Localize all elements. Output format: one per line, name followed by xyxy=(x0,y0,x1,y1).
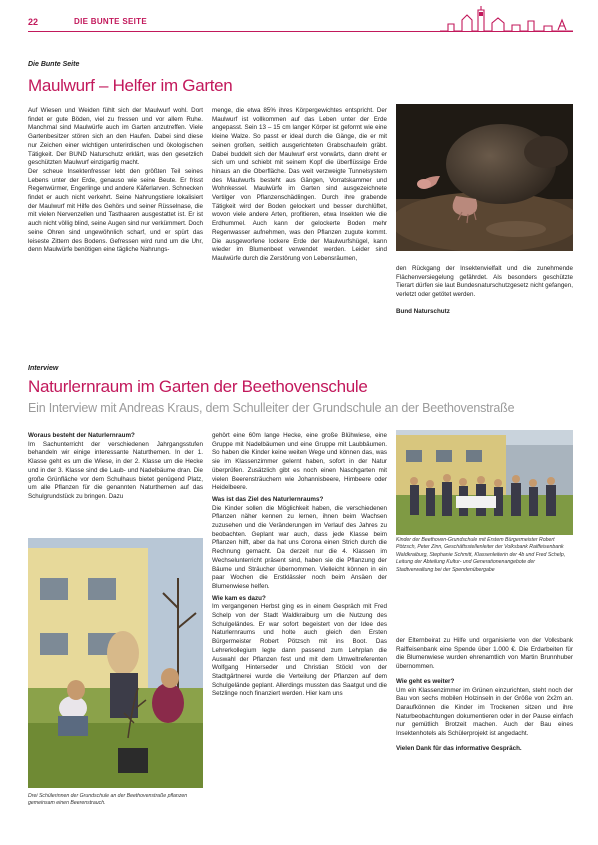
planting-photo xyxy=(28,538,203,788)
paragraph: Im vergangenen Herbst ging es in einem Gespräch mit Fred Schelp von der Stadt Waldkraiburg um die Nutzung des Schulgeländes. Er war sofort begeistert von der Idee des Naturlernraums und holte auch gleich den Ersten Bürgermeister Robert Pötzsch mit ins Boot. Das Lehrerkollegium legte dann passend zum Lehrplan die Auswahl der Pflanzen fest und mit dem Umweltreferenten Wolfgang Hinterseder und Christian Stöckl von der Stadtgärtnerei wurde die Verteilung der Pflanzen auf dem Schulgelände geplant. Allerdings mussten das Saatgut und die Setzlinge noch finanziert werden. Hier kam uns xyxy=(212,603,387,698)
article1-title: Maulwurf – Helfer im Garten xyxy=(28,76,233,95)
paragraph: Der scheue Insektenfresser lebt den größten Teil seines Lebens unter der Erde, genauso wie seine Beute. Er frisst Regenwürmer, Engerlinge und andere Käferlarven. Schnecken findet er auch nicht verkehrt. Seine Nahrungstiere lokalisiert der Maulwurf mit Hilfe des Gehörs und seiner Rüsselnase, die mit vielen Nervenzellen und Tasthaaren ausgestattet ist. Er ist auch nicht völlig blind, seine Augen sind nur verkümmert. Doch seine Ohren sind ungewöhnlich scharf, und er spürt das leiseste Zittern des Bodens. Gefressen wird rund um die Uhr, denn Maulwürfe benötigen eine tägliche Nahrungs- xyxy=(28,167,203,254)
article1-column-3 xyxy=(396,265,573,317)
paragraph: gehört eine 60m lange Hecke, eine große Blühwiese, eine Gruppe mit Nadelbäumen und eine Gruppe mit Laubbäumen. So haben die Kinder keine weiten Wege und können das, was sie im Klassenzimmer gelernt haben, sofort in der Natur überprüfen. Zusätzlich gibt es noch einen Naschgarten mit vielen Beerensträuchern wie Johannisbeere, Himbeere oder Heidelbeere. xyxy=(212,432,387,492)
town-skyline-logo xyxy=(440,6,573,32)
article1-column-1 xyxy=(28,107,203,255)
article1-column-2 xyxy=(212,107,387,264)
planting-photo-caption: Drei Schülerinnen der Grundschule an der Beethovenstraße pflanzen gemeinsam einen Beerenstrauch. xyxy=(28,793,188,807)
article2-title: Naturlernraum im Garten der Beethovenschule xyxy=(28,377,368,396)
article2-kicker: Interview xyxy=(28,365,59,372)
paragraph: Auf Wiesen und Weiden fühlt sich der Maulwurf wohl. Dort findet er gute Böden, viel zu fressen und vor allem Ruhe. Manchmal sind Maulwürfe auch im Garten anzutreffen. Viele Gartenbesitzer stören sich an den Haufen. Dabei sind diese nur Zeichen einer wichtigen unterirdischen und ökologischen Tätigkeit. Der BUND Naturschutz erklärt, was den gesetzlich geschützten Maulwurf einzigartig macht. xyxy=(28,107,203,167)
donation-photo-caption: Kinder der Beethoven-Grundschule mit Erstem Bürgermeister Robert Pötzsch, Peter Zinn, Geschäftsstellenleiter der Volksbank Raiffeisenbank Waldkraiburg, Stephanie Schmitt, Klassenleiterin der 4b und Fred Schelp, Leitung der Abteilung Kultur- und Generationenangebote der Stadtverwaltung bei der Spendenübergabe xyxy=(396,537,566,573)
paragraph: den Rückgang der Insektenvielfalt und die zunehmende Flächenversiegelung gefährdet. Als besonders geschützte Tierart dürfen sie laut Bundesnaturschutzgesetz nicht gefangen, verletzt oder getötet werden. xyxy=(396,265,573,299)
paragraph: Im Sachunterricht der verschiedenen Jahrgangsstufen behandeln wir einige interessante Naturthemen. In der 1. Klasse geht es um die Wiese, in der 2. Klasse um die Hecke und in der 3. Klasse sind die Laub- und Nadelbäume dran. Die große Grünfläche vor dem Schulhaus bietet genügend Platz, um alle Pflanzen für die genannten Naturthemen auf das Schulgrundstück zu bringen. Dazu xyxy=(28,440,203,500)
paragraph: menge, die etwa 85% ihres Körpergewichtes entspricht. Der Maulwurf ist vollkommen auf das Leben unter der Erde angepasst. Sein 13 – 15 cm langer Körper ist geformt wie eine kleine Walze. So passt er ideal durch die Gänge, die er mit seinen großen, seitlich ausgerichteten Grabschaufeln gräbt. Dabei buddelt sich der Maulwurf erst vorwärts, dann dreht er sich um und schiebt mit seinem Kopf die überflüssige Erde hinaus an die Oberfläche. Das weit verzweigte Tunnelsystem des Maulwurfs besteht aus Gängen, Vorratskammer und Wohnkessel. Maulwürfe im Garten sind ausgezeichnete Vertilger von Pflanzenschädlingen. Durch ihre grabende Tätigkeit wird der Boden gelockert und besser durchlüftet, wovon viele andere Arten, profitieren, etwa Insekten wie die Erdhummel. Auch kann der gelockerte Boden mehr Regenwasser aufnehmen, was den Pflanzen zugute kommt. Die ausgeworfene lockere Erde der Maulwurfshügel, kann wieder im Blumenbeet verwendet werden. Leider sind Maulwürfe durch die Zerstörung von Lebensräumen, xyxy=(212,107,387,262)
interview-question: Wie kam es dazu? xyxy=(212,594,266,602)
article1-signature: Bund Naturschutz xyxy=(396,307,450,315)
header-rule xyxy=(28,31,573,32)
paragraph: der Elternbeirat zu Hilfe und organisierte von der Volksbank Raiffeisenbank eine Spende über 1.000 €. Die Erdarbeiten für die Blumenwiese wurden ehrenamtlich von Martin Brunnhuber übernommen. xyxy=(396,637,573,671)
interview-question: Woraus besteht der Naturlernraum? xyxy=(28,432,135,439)
paragraph: Um ein Klassenzimmer im Grünen einzurichten, steht noch der Bau von sechs mobilen Holzinseln in der Größe von 2x2m an. Daraufkönnen die Kinder im Trockenen sitzen und ihre Naturbeobachtungen dokumentieren oder in der Pause einfach nur gemütlich Brotzeit machen. Auch der Bau eines Insektenhotels als Schülerprojekt ist angedacht. xyxy=(396,686,573,738)
page-number: 22 xyxy=(28,17,39,27)
article2-subtitle: Ein Interview mit Andreas Kraus, dem Schulleiter der Grundschule an der Beethovenstraße xyxy=(28,401,515,415)
article2-column-1 xyxy=(28,432,203,502)
interview-question: Was ist das Ziel des Naturlernraums? xyxy=(212,495,324,503)
donation-group-photo xyxy=(396,430,573,535)
article2-column-2 xyxy=(212,432,387,699)
mole-photo xyxy=(396,104,573,251)
article1-kicker: Die Bunte Seite xyxy=(28,61,80,68)
section-label: DIE BUNTE SEITE xyxy=(74,17,147,26)
article2-column-3 xyxy=(396,637,573,753)
interview-question: Wie geht es weiter? xyxy=(396,677,455,685)
closing-line: Vielen Dank für das informative Gespräch. xyxy=(396,744,522,752)
paragraph: Die Kinder sollen die Möglichkeit haben, die verschiedenen Pflanzen näher kennen zu lernen, ihnen beim Wachsen zuzusehen und die Veränderungen im Verlauf des Jahres zu beobachten. Geplant war auch, dass jede Klasse beim Pflanzen hilft, aber da hat uns Corona einen Strich durch die Rechnung gemacht. Da derzeit nur die 4. Klassen im Wechselunterricht präsent sind, haben sie die Pflanzung der Bäume und Sträucher übernommen. Vielleicht können in ein paar Wochen die Erstklässler noch beim Ansäen der Blumenwiese helfen. xyxy=(212,504,387,590)
